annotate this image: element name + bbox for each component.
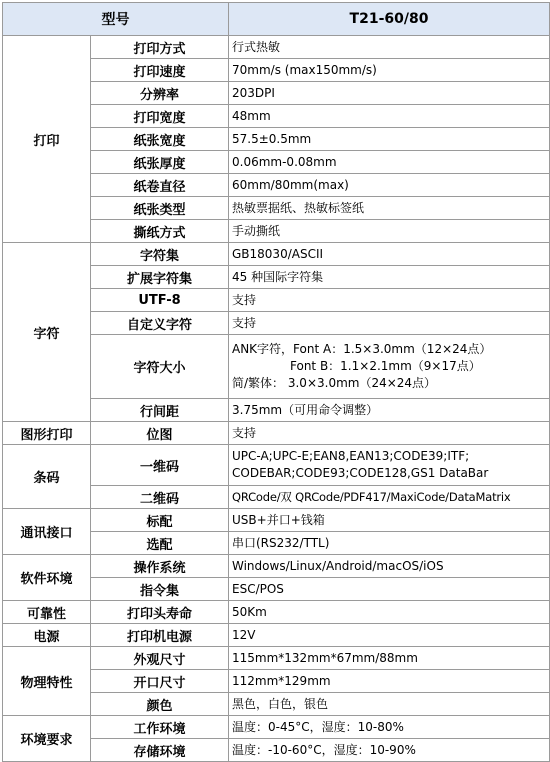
value-line: CODEBAR;CODE93;CODE128,GS1 DataBar [232, 466, 489, 480]
spec-row [3, 509, 550, 532]
item-label: 开口尺寸 [91, 670, 229, 693]
spec-row [3, 555, 550, 578]
item-value [229, 716, 550, 739]
category-cell: 图形打印 [3, 422, 91, 445]
value-line: 3.75mm（可用命令调整） [232, 402, 379, 417]
value-line: 温度：-10-60°C，湿度：10-90% [232, 742, 416, 757]
item-label: 二维码 [91, 486, 229, 509]
item-label: 位图 [91, 422, 229, 445]
value-line: 支持 [232, 425, 257, 440]
item-value [229, 578, 550, 601]
item-label: 工作环境 [91, 716, 229, 739]
value-line: 112mm*129mm [232, 673, 331, 688]
item-label: 一维码 [91, 445, 229, 486]
item-label: 字符大小 [91, 335, 229, 399]
value-line: 203DPI [232, 85, 275, 100]
value-line: 简/繁体： 3.0×3.0mm（24×24点） [232, 376, 437, 390]
item-label: 打印速度 [91, 59, 229, 82]
spec-row [3, 624, 550, 647]
item-label: 纸张类型 [91, 197, 229, 220]
header-row [3, 3, 550, 36]
value-line: 60mm/80mm(max) [232, 177, 349, 192]
value-line: 串口(RS232/TTL) [232, 535, 330, 550]
item-value [229, 693, 550, 716]
item-value [229, 670, 550, 693]
value-line: 45 种国际字符集 [232, 269, 324, 284]
item-value [229, 289, 550, 312]
item-label: 字符集 [91, 243, 229, 266]
item-value [229, 335, 550, 399]
spec-row [3, 36, 550, 59]
item-label: 打印机电源 [91, 624, 229, 647]
item-value [229, 174, 550, 197]
item-value [229, 647, 550, 670]
item-label: 扩展字符集 [91, 266, 229, 289]
value-line: 温度：0-45°C，湿度：10-80% [232, 719, 404, 734]
value-line: 热敏票据纸、热敏标签纸 [232, 200, 365, 215]
value-line: 70mm/s (max150mm/s) [232, 62, 377, 77]
value-line: 手动撕纸 [232, 223, 281, 238]
category-cell: 字符 [3, 243, 91, 422]
item-label: 操作系统 [91, 555, 229, 578]
item-value [229, 422, 550, 445]
item-value [229, 105, 550, 128]
item-label: 存储环境 [91, 739, 229, 762]
item-label: 打印方式 [91, 36, 229, 59]
item-label: 纸张厚度 [91, 151, 229, 174]
value-line: 57.5±0.5mm [232, 131, 312, 146]
category-cell: 打印 [3, 36, 91, 243]
item-value [229, 555, 550, 578]
value-line: 黑色，白色，银色 [232, 696, 329, 711]
item-label: 分辨率 [91, 82, 229, 105]
item-label: 标配 [91, 509, 229, 532]
item-value [229, 220, 550, 243]
item-value [229, 624, 550, 647]
item-value [229, 532, 550, 555]
item-value [229, 486, 550, 509]
item-value [229, 197, 550, 220]
item-label: 自定义字符 [91, 312, 229, 335]
category-cell: 可靠性 [3, 601, 91, 624]
category-cell: 环境要求 [3, 716, 91, 762]
item-value [229, 151, 550, 174]
spec-row [3, 422, 550, 445]
item-label: 颜色 [91, 693, 229, 716]
item-label: 选配 [91, 532, 229, 555]
item-label: 撕纸方式 [91, 220, 229, 243]
item-label: 外观尺寸 [91, 647, 229, 670]
spec-table-body [3, 3, 550, 762]
value-line: UPC-A;UPC-E;EAN8,EAN13;CODE39;ITF; [232, 449, 470, 463]
item-label: 行间距 [91, 399, 229, 422]
value-line: ANK字符，Font A：1.5×3.0mm（12×24点） [232, 342, 492, 356]
model-value: T21-60/80 [229, 3, 550, 36]
value-line: ESC/POS [232, 581, 284, 596]
item-value [229, 312, 550, 335]
item-value [229, 739, 550, 762]
value-line: 支持 [232, 292, 257, 307]
spec-row [3, 445, 550, 486]
item-label: UTF-8 [91, 289, 229, 312]
item-value [229, 266, 550, 289]
spec-row [3, 243, 550, 266]
value-line: Font B：1.1×2.1mm（9×17点） [290, 359, 481, 373]
item-value [229, 82, 550, 105]
model-label: 型号 [3, 3, 229, 36]
item-value [229, 509, 550, 532]
category-cell: 通讯接口 [3, 509, 91, 555]
spec-row [3, 716, 550, 739]
item-value [229, 445, 550, 486]
value-line: QRCode/双 QRCode/PDF417/MaxiCode/DataMatrix [232, 489, 511, 504]
item-value [229, 399, 550, 422]
value-line: Windows/Linux/Android/macOS/iOS [232, 558, 444, 573]
item-value [229, 601, 550, 624]
value-line: 12V [232, 627, 256, 642]
category-cell: 条码 [3, 445, 91, 509]
category-cell: 软件环境 [3, 555, 91, 601]
item-value [229, 59, 550, 82]
value-line: 行式热敏 [232, 39, 281, 54]
spec-table [2, 2, 550, 762]
value-line: 115mm*132mm*67mm/88mm [232, 650, 418, 665]
category-cell: 电源 [3, 624, 91, 647]
spec-row [3, 647, 550, 670]
value-line: 48mm [232, 108, 271, 123]
value-line: 50Km [232, 604, 267, 619]
spec-row [3, 601, 550, 624]
item-value [229, 243, 550, 266]
item-label: 打印头寿命 [91, 601, 229, 624]
item-label: 打印宽度 [91, 105, 229, 128]
value-line: 0.06mm-0.08mm [232, 154, 337, 169]
item-label: 纸张宽度 [91, 128, 229, 151]
value-line: GB18030/ASCII [232, 246, 324, 261]
value-line: USB+并口+钱箱 [232, 512, 325, 527]
value-line: 支持 [232, 315, 257, 330]
item-value [229, 36, 550, 59]
item-label: 指令集 [91, 578, 229, 601]
item-value [229, 128, 550, 151]
category-cell: 物理特性 [3, 647, 91, 716]
item-label: 纸卷直径 [91, 174, 229, 197]
